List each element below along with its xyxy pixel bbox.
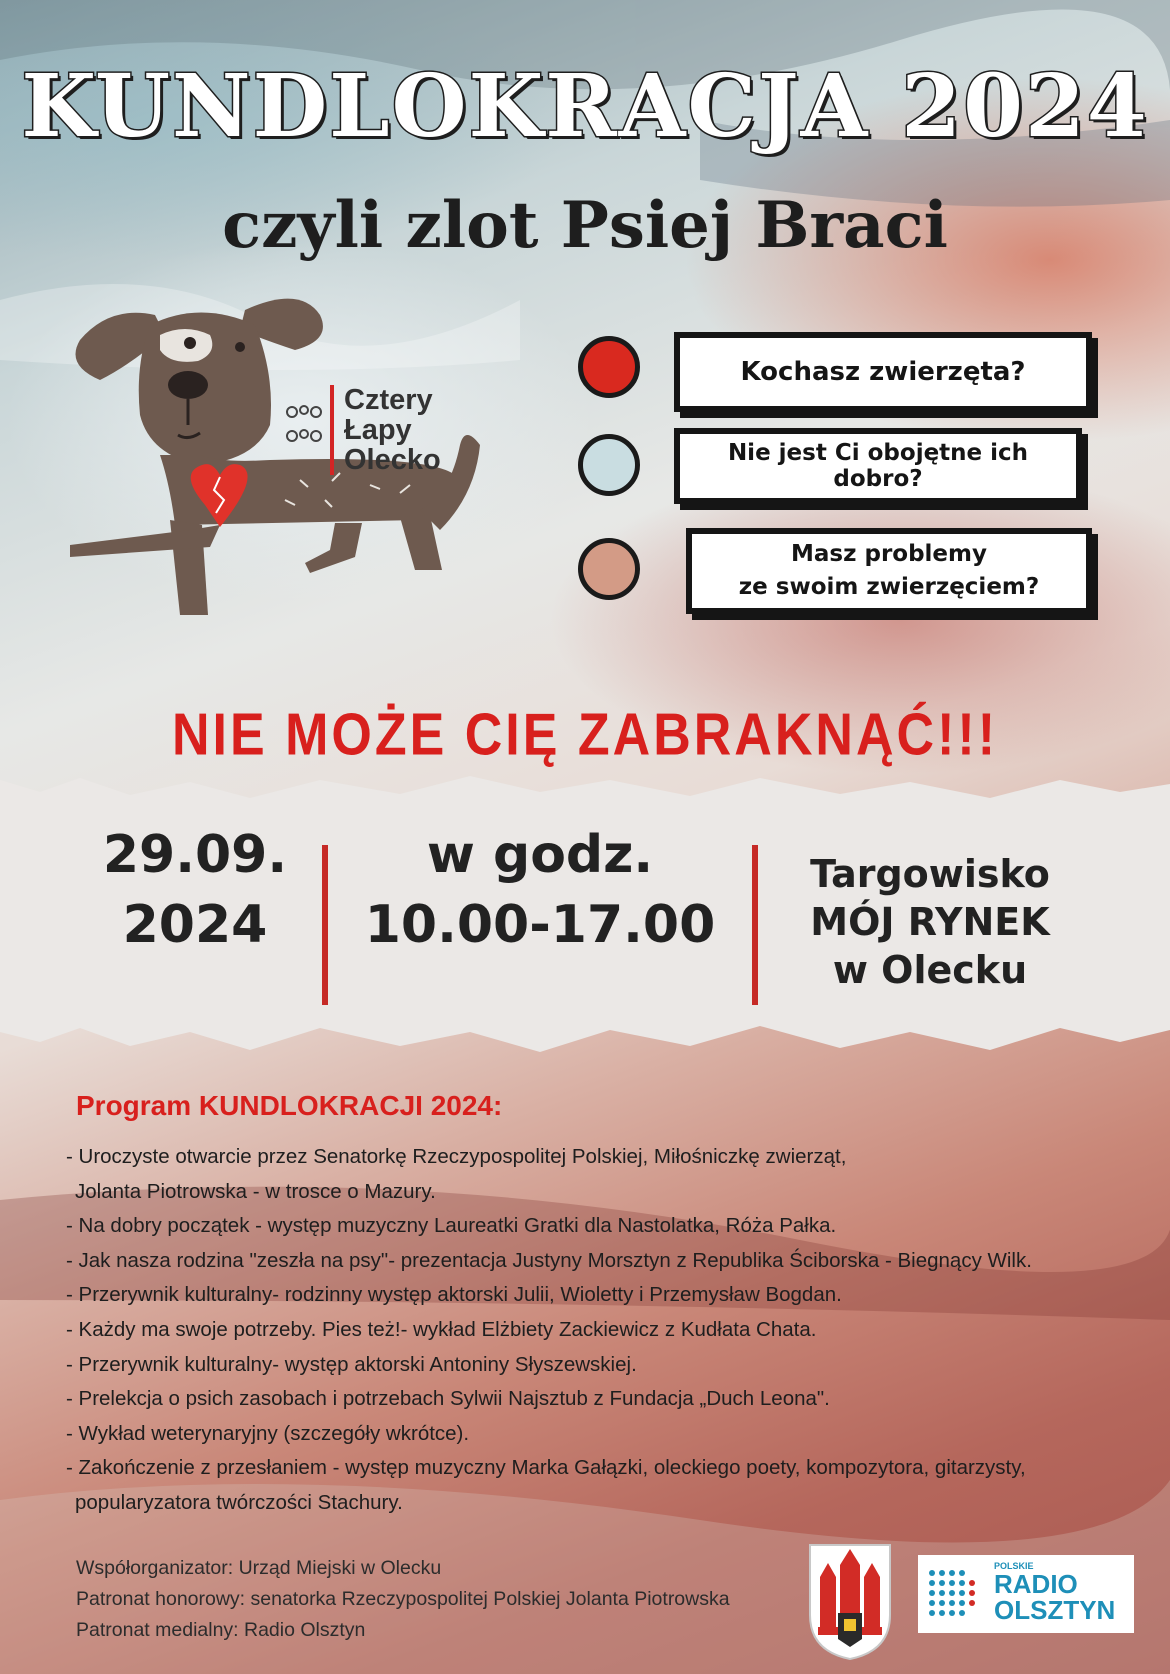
paw-prints-icon <box>282 400 328 450</box>
program-item: - Na dobry początek - występ muzyczny Laureatki Gratki dla Nastolatka, Róża Pałka. <box>66 1214 837 1238</box>
program-item: Jolanta Piotrowska - w trosce o Mazury. <box>75 1179 436 1203</box>
program-list <box>66 1140 1146 1521</box>
program-item: popularyzatora twórczości Stachury. <box>75 1490 403 1514</box>
program-item: - Każdy ma swoje potrzeby. Pies też!- wykład Elżbiety Zackiewicz z Kudłata Chata. <box>66 1317 817 1341</box>
program-item: - Wykład weterynaryjny (szczegóły wkrótce). <box>66 1421 470 1445</box>
divider <box>752 845 758 1005</box>
poster-title: KUNDLOKRACJA 2024 <box>21 56 1149 157</box>
bullet-dot-pink <box>578 538 640 600</box>
question-text: ze swoim zwierzęciem? <box>738 574 1040 600</box>
radio-small-label: POLSKIE <box>994 1561 1034 1571</box>
program-item: - Przerywnik kulturalny- rodzinny występ aktorski Julii, Wioletty i Przemysław Bogdan. <box>66 1283 842 1307</box>
program-item: - Jak nasza rodzina "zeszła na psy"- prezentacja Justyny Morsztyn z Republika Ściborska - Biegnący Wilk. <box>66 1248 1032 1272</box>
program-title: Program KUNDLOKRACJI 2024: <box>76 1090 503 1121</box>
cztery-lapy-logo <box>330 385 441 475</box>
date-line: 29.09. <box>102 825 288 885</box>
place-line: Targowisko <box>810 852 1050 896</box>
city-coat-of-arms <box>808 1543 892 1661</box>
event-place <box>770 850 1090 994</box>
program-item: - Prelekcja o psich zasobach i potrzebach Sylwii Najsztub z Fundacja „Duch Leona". <box>66 1387 830 1411</box>
time-line: 10.00-17.00 <box>364 895 716 955</box>
time-line: w godz. <box>426 825 654 885</box>
logo-line: Cztery <box>344 384 433 416</box>
dog-illustration <box>70 295 520 665</box>
radio-label: OLSZTYN <box>994 1595 1116 1625</box>
date-line: 2024 <box>122 895 268 955</box>
headline: NIE MOŻE CIĘ ZABRAKNĄĆ!!! <box>171 701 999 769</box>
divider <box>322 845 328 1005</box>
question-love-animals <box>674 332 1092 412</box>
credit-line: Współorganizator: Urząd Miejski w Olecku <box>76 1557 442 1579</box>
poster-subtitle: czyli zlot Psiej Braci <box>222 188 948 263</box>
place-line: MÓJ RYNEK <box>810 900 1050 944</box>
radio-label: RADIO <box>994 1569 1078 1599</box>
logo-line: Łapy <box>344 414 412 446</box>
bullet-dot-red <box>578 336 640 398</box>
question-wellbeing <box>674 428 1082 504</box>
bullet-dot-blue <box>578 434 640 496</box>
program-item: - Przerywnik kulturalny- występ aktorski Antoniny Słyszewskiej. <box>66 1352 637 1376</box>
question-text: Kochasz zwierzęta? <box>740 357 1026 387</box>
logo-line: Olecko <box>344 444 441 476</box>
event-date <box>90 820 300 960</box>
question-text: Nie jest Ci obojętne ich dobro? <box>727 440 1029 492</box>
program-item: - Zakończenie z przesłaniem - występ muzyczny Marka Gałązki, oleckiego poety, kompozytora, gitarzysty, <box>66 1456 1026 1480</box>
credit-line: Patronat medialny: Radio Olsztyn <box>76 1619 366 1641</box>
credit-line: Patronat honorowy: senatorka Rzeczypospolitej Polskiej Jolanta Piotrowska <box>76 1588 730 1610</box>
event-time <box>345 820 735 960</box>
place-line: w Olecku <box>832 948 1028 992</box>
credits <box>76 1553 730 1646</box>
radio-olsztyn-logo <box>918 1555 1134 1633</box>
question-text: Masz problemy <box>790 541 987 567</box>
program-item: - Uroczyste otwarcie przez Senatorkę Rzeczypospolitej Polskiej, Miłośniczkę zwierząt, <box>66 1145 847 1168</box>
question-problems <box>686 528 1092 614</box>
